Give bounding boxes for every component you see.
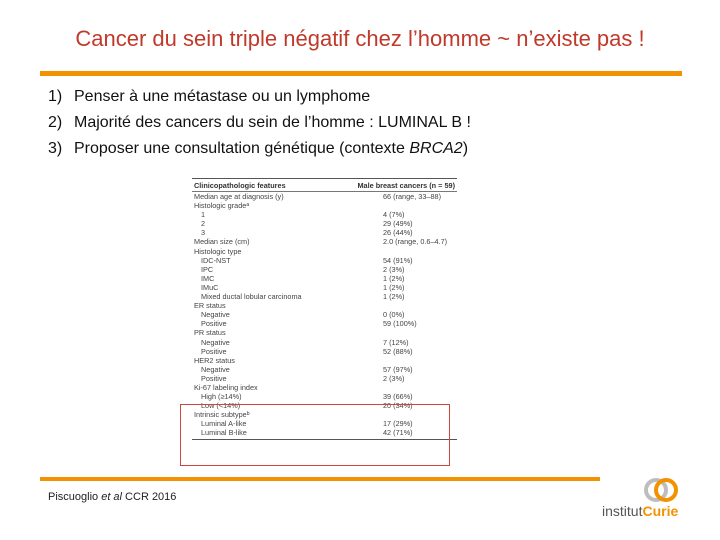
row-footnote-mark: b (246, 411, 250, 418)
row-label: Histologic grade (194, 201, 247, 211)
table-row (192, 383, 457, 392)
row-value (383, 247, 455, 256)
ki67-subtype-highlight-box (180, 404, 450, 466)
table-row (192, 283, 457, 292)
table-row (192, 319, 457, 328)
table-row (192, 219, 457, 228)
point-text-end: ) (462, 140, 469, 157)
table-row (192, 347, 457, 356)
row-label: Median size (cm) (194, 237, 250, 247)
row-label: 1 (201, 210, 206, 220)
row-value: 66 (range, 33–88) (383, 192, 442, 201)
table-row (192, 301, 457, 310)
clinicopathologic-table (192, 178, 457, 440)
slide-title: Cancer du sein triple négatif chez l’homme ~ n’existe pas ! (75, 26, 645, 51)
row-value: 7 (12%) (383, 337, 409, 347)
table-row (192, 365, 457, 374)
row-footnote-mark: a (246, 202, 250, 209)
table-row (192, 338, 457, 347)
row-label: Ki-67 labeling index (194, 382, 258, 392)
table-row (192, 192, 457, 201)
row-label: Negative (201, 337, 230, 347)
header-features: Clinicopathologic features (194, 181, 286, 190)
row-label: ER status (194, 301, 226, 311)
row-label: Luminal B-like (201, 428, 247, 438)
point-number: 1) (48, 88, 63, 105)
table-row (192, 392, 457, 401)
row-label: IDC-NST (201, 255, 231, 265)
row-label: Positive (201, 319, 227, 329)
row-value: 2 (3%) (383, 373, 405, 383)
row-value: 52 (88%) (383, 346, 413, 356)
row-value: 1 (2%) (383, 273, 405, 283)
row-value: 1 (2%) (383, 282, 405, 292)
table-row (192, 210, 457, 219)
row-label: HER2 status (194, 355, 235, 365)
row-value: 26 (44%) (383, 228, 413, 238)
point-1 (48, 84, 471, 110)
header-male-cancers: Male breast cancers (n = 59) (357, 181, 455, 190)
row-value: 0 (0%) (383, 310, 405, 320)
row-value (383, 356, 455, 365)
row-value: 29 (49%) (383, 219, 413, 229)
table-row (192, 247, 457, 256)
table-body (192, 192, 457, 438)
logo-text-light: institut (602, 503, 643, 519)
row-label: IMC (201, 273, 215, 283)
row-value: 39 (66%) (383, 392, 413, 402)
row-label: Positive (201, 373, 227, 383)
logo-text-bold: Curie (642, 503, 679, 519)
row-value: 59 (100%) (383, 319, 417, 329)
row-value (383, 201, 455, 210)
row-label: PR status (194, 328, 226, 338)
point-3 (48, 136, 471, 162)
row-value: 2 (3%) (383, 264, 405, 274)
row-label: Mixed ductal lobular carcinoma (201, 292, 302, 302)
table-row (192, 328, 457, 337)
row-label: IPC (201, 264, 214, 274)
row-value (383, 383, 455, 392)
citation-author: Piscuoglio (48, 491, 102, 503)
row-value: 1 (2%) (383, 292, 405, 302)
table-row (192, 374, 457, 383)
gene-name: BRCA2 (409, 140, 463, 157)
table-row (192, 265, 457, 274)
citation-etal: et al (101, 491, 122, 503)
row-value: 57 (97%) (383, 364, 413, 374)
row-label: 2 (201, 219, 206, 229)
row-label: Intrinsic subtype (194, 410, 247, 420)
point-text: Penser à une métastase ou un lymphome (74, 88, 371, 105)
key-points-list (48, 84, 471, 162)
point-text: Majorité des cancers du sein de l’homme : LUMINAL B ! (74, 114, 471, 131)
top-divider (40, 71, 682, 76)
row-value (383, 328, 455, 337)
table-row (192, 274, 457, 283)
logo-text (602, 503, 678, 519)
row-label: Luminal A-like (201, 419, 247, 429)
row-value: 54 (91%) (383, 255, 413, 265)
table-row (192, 356, 457, 365)
row-label: Negative (201, 310, 230, 320)
table-row (192, 237, 457, 246)
row-value: 2.0 (range, 0.6–4.7) (383, 237, 448, 247)
point-2 (48, 110, 471, 136)
table-row (192, 292, 457, 301)
citation-source: CCR 2016 (122, 491, 177, 503)
citation (48, 491, 176, 503)
row-label: Median age at diagnosis (y) (194, 192, 284, 201)
table-row (192, 256, 457, 265)
row-value: 17 (29%) (383, 419, 413, 429)
table-row (192, 228, 457, 237)
table-header (192, 179, 457, 192)
point-number: 3) (48, 140, 63, 157)
point-text: Proposer une consultation génétique (contexte (74, 140, 410, 157)
row-label: High (≥14%) (201, 392, 242, 402)
row-label: IMuC (201, 282, 219, 292)
row-value (383, 301, 455, 310)
table-row (192, 310, 457, 319)
point-number: 2) (48, 114, 63, 131)
row-label: Histologic type (194, 246, 242, 256)
row-value: 4 (7%) (383, 210, 405, 220)
row-label: Low (<14%) (201, 401, 241, 411)
row-value: 20 (34%) (383, 401, 413, 411)
row-label: 3 (201, 228, 206, 238)
table-row (192, 201, 457, 210)
row-label: Negative (201, 364, 230, 374)
bottom-divider (40, 477, 600, 481)
row-value: 42 (71%) (383, 428, 413, 438)
row-label: Positive (201, 346, 227, 356)
